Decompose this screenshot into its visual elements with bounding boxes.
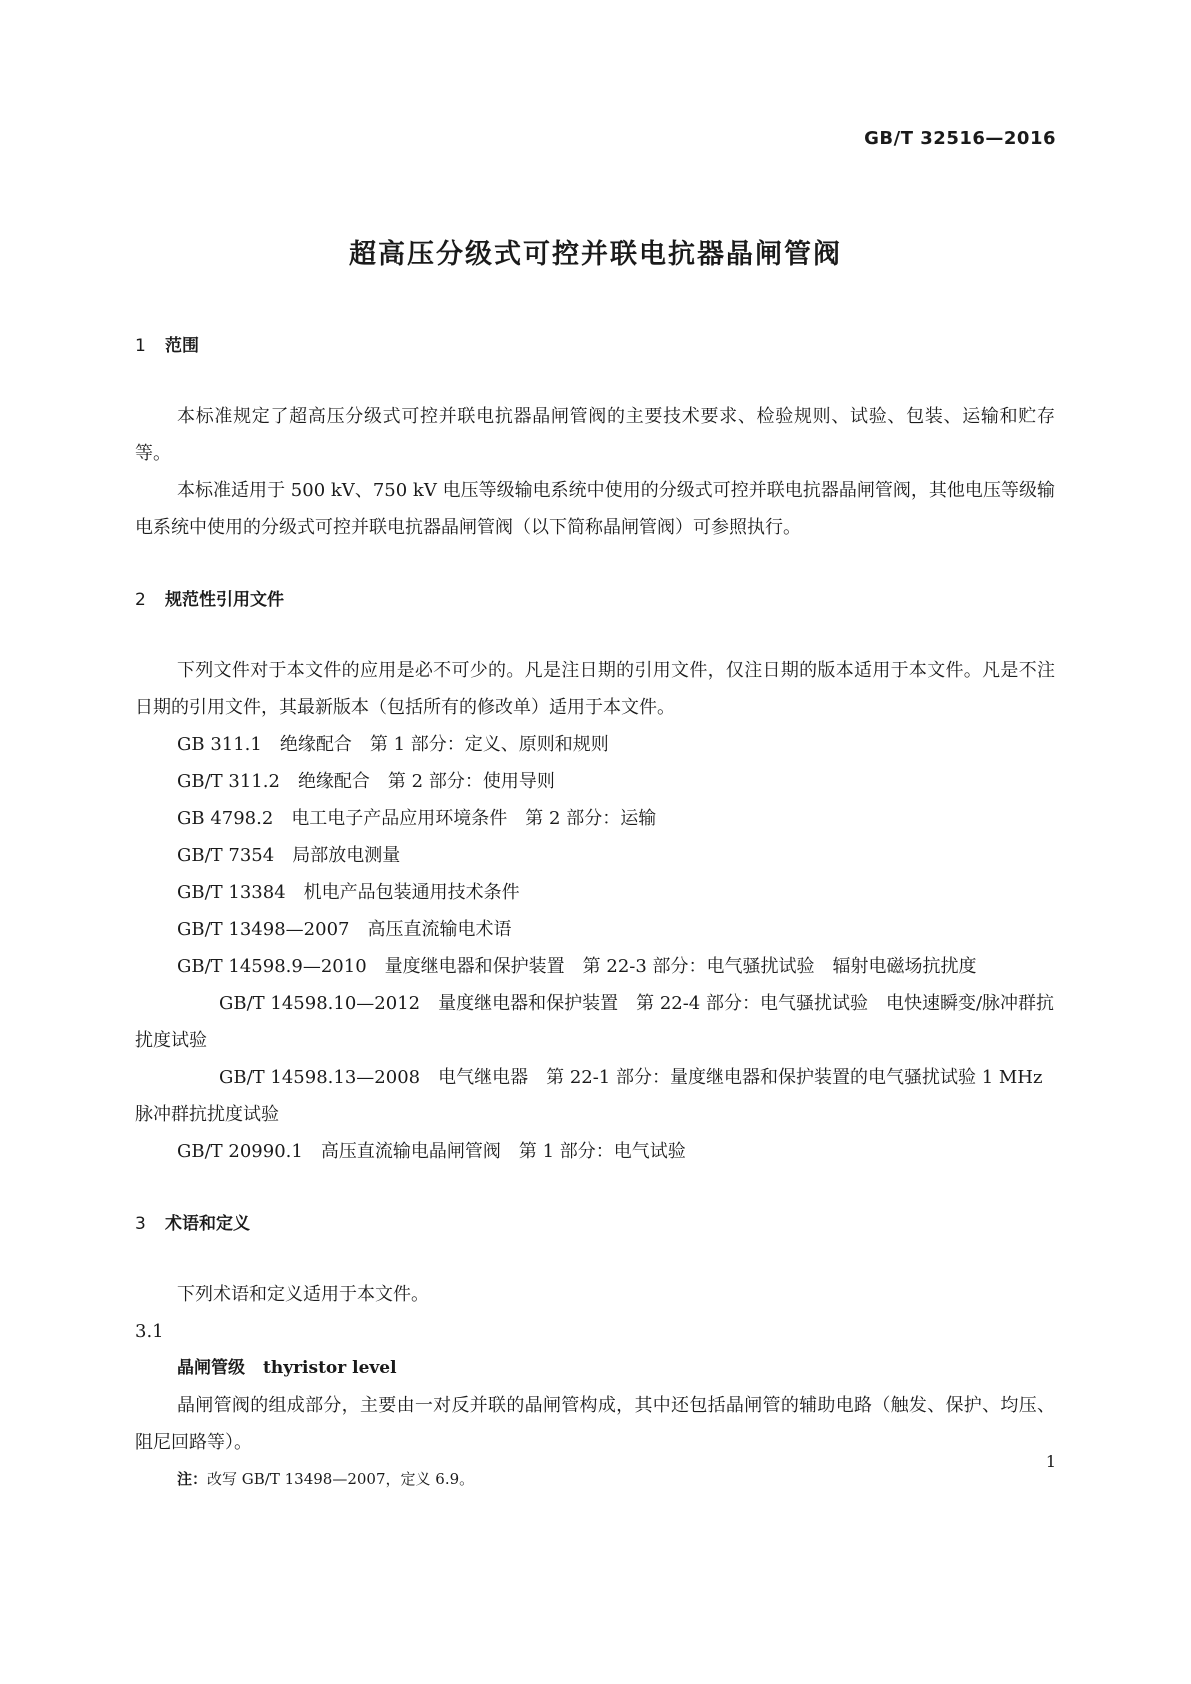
reference-item <box>135 985 1055 1059</box>
standard-code: GB/T 32516—2016 <box>864 128 1056 149</box>
document-body <box>135 330 1055 1498</box>
reference-code: GB/T 311.2 <box>177 771 280 792</box>
note-label: 注： <box>177 1470 208 1488</box>
term-chinese: 晶闸管级 <box>177 1358 245 1378</box>
section-heading-scope <box>135 330 1055 362</box>
reference-code: GB/T 14598.13—2008 <box>219 1067 421 1088</box>
reference-title: 高压直流输电晶闸管阀 第 1 部分：电气试验 <box>320 1141 686 1162</box>
reference-title: 绝缘配合 第 2 部分：使用导则 <box>297 771 555 792</box>
document-title: 超高压分级式可控并联电抗器晶闸管阀 <box>349 239 842 270</box>
reference-title: 电工电子产品应用环境条件 第 2 部分：运输 <box>291 808 657 829</box>
clause-number: 3.1 <box>135 1321 164 1342</box>
reference-item <box>135 763 1055 800</box>
reference-title: 局部放电测量 <box>292 845 401 866</box>
reference-item <box>135 837 1055 874</box>
section-number: 2 <box>135 590 146 610</box>
page-number: 1 <box>1045 1452 1056 1471</box>
reference-code: GB/T 13384 <box>177 882 286 903</box>
paragraph: 下列文件对于本文件的应用是必不可少的。凡是注日期的引用文件，仅注日期的版本适用于本文件。凡是不注日期的引用文件，其最新版本（包括所有的修改单）适用于本文件。 <box>135 660 1055 718</box>
reference-title: 高压直流输电术语 <box>367 919 512 940</box>
reference-item <box>135 726 1055 763</box>
reference-item <box>135 1059 1055 1133</box>
reference-code: GB/T 13498—2007 <box>177 919 350 940</box>
section-title: 范围 <box>165 336 199 356</box>
note-text: 改写 GB/T 13498—2007，定义 6.9。 <box>207 1470 475 1488</box>
reference-item <box>135 948 1055 985</box>
reference-title: 电气继电器 第 22-1 部分：量度继电器和保护装置的电气骚扰试验 1 MHz脉冲群抗扰度试验 <box>135 1067 1043 1125</box>
reference-item <box>135 800 1055 837</box>
section-number: 1 <box>135 336 146 356</box>
reference-title: 机电产品包装通用技术条件 <box>303 882 520 903</box>
reference-code: GB/T 14598.10—2012 <box>219 993 421 1014</box>
reference-code: GB 4798.2 <box>177 808 274 829</box>
reference-title: 量度继电器和保护装置 第 22-4 部分：电气骚扰试验 电快速瞬变/脉冲群抗扰度试验 <box>135 993 1055 1051</box>
term-english: thyristor level <box>263 1358 397 1378</box>
paragraph: 下列术语和定义适用于本文件。 <box>177 1284 429 1305</box>
reference-item <box>135 1133 1055 1170</box>
note <box>135 1461 1055 1498</box>
term-entry <box>135 1350 1055 1387</box>
reference-code: GB/T 7354 <box>177 845 275 866</box>
reference-code: GB 311.1 <box>177 734 262 755</box>
term-definition: 晶闸管阀的组成部分，主要由一对反并联的晶闸管构成，其中还包括晶闸管的辅助电路（触发、保护、均压、阻尼回路等）。 <box>135 1395 1055 1453</box>
section-heading-terms-definitions <box>135 1208 1055 1240</box>
section-heading-normative-references <box>135 584 1055 616</box>
section-title: 术语和定义 <box>165 1214 250 1234</box>
reference-item <box>135 911 1055 948</box>
reference-title: 量度继电器和保护装置 第 22-3 部分：电气骚扰试验 辐射电磁场抗扰度 <box>384 956 977 977</box>
section-title: 规范性引用文件 <box>165 590 284 610</box>
paragraph: 本标准适用于 500 kV、750 kV 电压等级输电系统中使用的分级式可控并联电抗器晶闸管阀，其他电压等级输电系统中使用的分级式可控并联电抗器晶闸管阀（以下简称晶闸管阀）可参照执行。 <box>135 480 1055 538</box>
reference-item <box>135 874 1055 911</box>
section-number: 3 <box>135 1214 146 1234</box>
reference-code: GB/T 20990.1 <box>177 1141 303 1162</box>
reference-code: GB/T 14598.9—2010 <box>177 956 367 977</box>
reference-title: 绝缘配合 第 1 部分：定义、原则和规则 <box>279 734 609 755</box>
paragraph: 本标准规定了超高压分级式可控并联电抗器晶闸管阀的主要技术要求、检验规则、试验、包装、运输和贮存等。 <box>135 406 1055 464</box>
